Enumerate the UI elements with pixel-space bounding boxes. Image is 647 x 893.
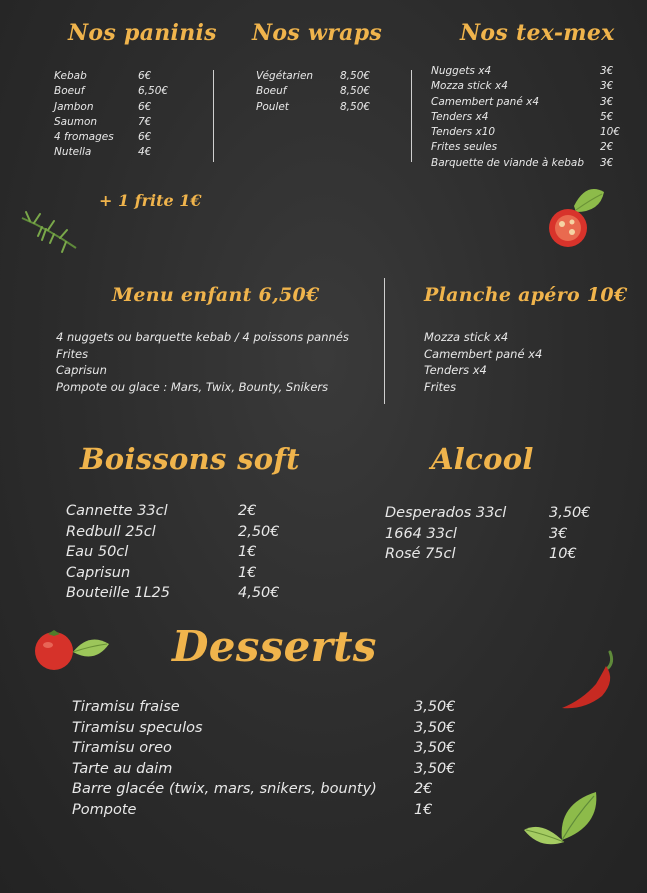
list-item [66, 501, 280, 522]
list-item: Caprisun [56, 363, 107, 378]
item-price: 4,50€ [238, 585, 280, 602]
divider [384, 278, 385, 404]
item-name: Tiramisu oreo [72, 740, 172, 757]
texmex-title: Nos tex-mex [460, 20, 615, 46]
paninis-title: Nos paninis [68, 20, 217, 46]
item-name: Tarte au daim [72, 760, 173, 777]
list-item [72, 718, 456, 739]
menu-enfant-title: Menu enfant 6,50€ [112, 284, 320, 306]
item-name: Mozza stick x4 [431, 80, 508, 93]
rosemary-icon [20, 210, 80, 260]
item-name: Nuggets x4 [431, 65, 492, 77]
item-price: 2€ [414, 781, 433, 798]
item-price: 3,50€ [549, 505, 591, 521]
list-item: Tenders x4 [424, 363, 487, 378]
divider [213, 70, 214, 162]
item-name: Tenders x4 [431, 110, 489, 123]
list-item [66, 542, 280, 563]
item-name: 4 fromages [54, 131, 114, 144]
list-item: Camembert pané x4 [424, 346, 543, 361]
list-item: Pompote ou glace : Mars, Twix, Bounty, Snikers [56, 380, 329, 395]
item-name: Barquette de viande à kebab [431, 156, 584, 169]
list-item [72, 697, 456, 718]
item-price: 3€ [600, 65, 614, 77]
list-item [431, 64, 620, 79]
item-price: 6€ [138, 131, 152, 144]
item-price: 5€ [600, 110, 614, 123]
list-item [431, 125, 620, 140]
item-price: 6€ [138, 70, 152, 82]
alcool-list [385, 503, 591, 565]
list-item [66, 583, 280, 604]
item-price: 2€ [600, 141, 614, 154]
tomato-icon [33, 626, 111, 672]
list-item [66, 563, 280, 584]
list-item [54, 115, 168, 130]
list-item: 4 nuggets ou barquette kebab / 4 poissons pannés [56, 330, 349, 344]
item-name: Tenders x10 [431, 126, 496, 139]
item-name: Tiramisu fraise [72, 699, 180, 715]
item-name: Nutella [54, 146, 92, 159]
item-price: 3€ [600, 80, 614, 93]
item-price: 3,50€ [414, 760, 456, 777]
item-price: 3€ [549, 525, 568, 542]
item-price: 7€ [138, 115, 152, 128]
item-name: Rosé 75cl [385, 546, 456, 563]
item-price: 4€ [138, 146, 152, 159]
list-item [385, 503, 591, 524]
planche-title: Planche apéro 10€ [424, 284, 628, 306]
item-name: Saumon [54, 115, 98, 128]
item-name: 1664 33cl [385, 525, 457, 542]
item-price: 2€ [238, 503, 257, 519]
list-item [54, 84, 168, 99]
wraps-title: Nos wraps [252, 20, 383, 46]
item-price: 10€ [600, 126, 621, 139]
item-name: Camembert pané x4 [431, 95, 540, 108]
item-price: 8,50€ [340, 100, 371, 113]
item-price: 2,50€ [238, 523, 280, 540]
tomato-icon [546, 186, 606, 248]
item-name: Kebab [54, 70, 87, 82]
list-item [72, 779, 456, 800]
list-item [54, 130, 168, 145]
item-name: Frites seules [431, 141, 498, 154]
item-price: 6€ [138, 100, 152, 113]
list-item [72, 759, 456, 780]
item-price: 3,50€ [414, 740, 456, 757]
list-item [385, 524, 591, 545]
list-item [431, 79, 620, 94]
item-name: Pompote [72, 801, 137, 818]
item-name: Boeuf [256, 85, 287, 98]
item-price: 1€ [238, 544, 257, 561]
list-item [431, 156, 620, 171]
item-name: Cannette 33cl [66, 503, 168, 519]
item-name: Boeuf [54, 85, 85, 98]
desserts-title: Desserts [172, 622, 377, 671]
basil-icon [522, 790, 600, 852]
item-price: 8,50€ [340, 85, 371, 98]
alcool-title: Alcool [431, 442, 534, 476]
item-name: Desperados 33cl [385, 505, 507, 521]
item-price: 1€ [414, 801, 433, 818]
item-price: 3€ [600, 156, 614, 169]
list-item [72, 738, 456, 759]
menu-enfant-list [56, 329, 349, 396]
wraps-list [256, 69, 370, 115]
list-item [385, 544, 591, 565]
item-price: 10€ [549, 546, 577, 563]
item-price: 3,50€ [414, 699, 456, 715]
list-item [54, 100, 168, 115]
item-name: Poulet [256, 100, 289, 113]
item-name: Redbull 25cl [66, 523, 156, 540]
item-name: Jambon [54, 100, 94, 113]
list-item [256, 84, 370, 99]
texmex-list [431, 64, 620, 171]
item-price: 3,50€ [414, 719, 456, 736]
list-item: Mozza stick x4 [424, 330, 509, 344]
list-item [54, 145, 168, 160]
list-item: Frites [424, 380, 457, 395]
item-name: Végétarien [256, 70, 314, 82]
item-price: 1€ [238, 564, 257, 581]
paninis-list [54, 69, 168, 161]
chili-icon [558, 650, 618, 714]
item-price: 6,50€ [138, 85, 169, 98]
item-name: Tiramisu speculos [72, 719, 203, 736]
list-item [66, 522, 280, 543]
divider [411, 70, 412, 162]
list-item [256, 100, 370, 115]
list-item: Frites [56, 346, 89, 361]
list-item [431, 110, 620, 125]
soft-list [66, 501, 280, 604]
list-item [72, 800, 456, 821]
item-name: Barre glacée (twix, mars, snikers, bounty) [72, 781, 377, 798]
item-name: Bouteille 1L25 [66, 585, 170, 602]
list-item [431, 140, 620, 155]
planche-list [424, 329, 542, 396]
soft-title: Boissons soft [80, 442, 300, 476]
list-item [256, 69, 370, 84]
desserts-list [72, 697, 456, 821]
list-item [431, 95, 620, 110]
list-item [54, 69, 168, 84]
item-name: Caprisun [66, 564, 131, 581]
item-name: Eau 50cl [66, 544, 129, 561]
item-price: 3€ [600, 95, 614, 108]
frite-extra: + 1 frite 1€ [99, 191, 202, 210]
item-price: 8,50€ [340, 70, 371, 82]
